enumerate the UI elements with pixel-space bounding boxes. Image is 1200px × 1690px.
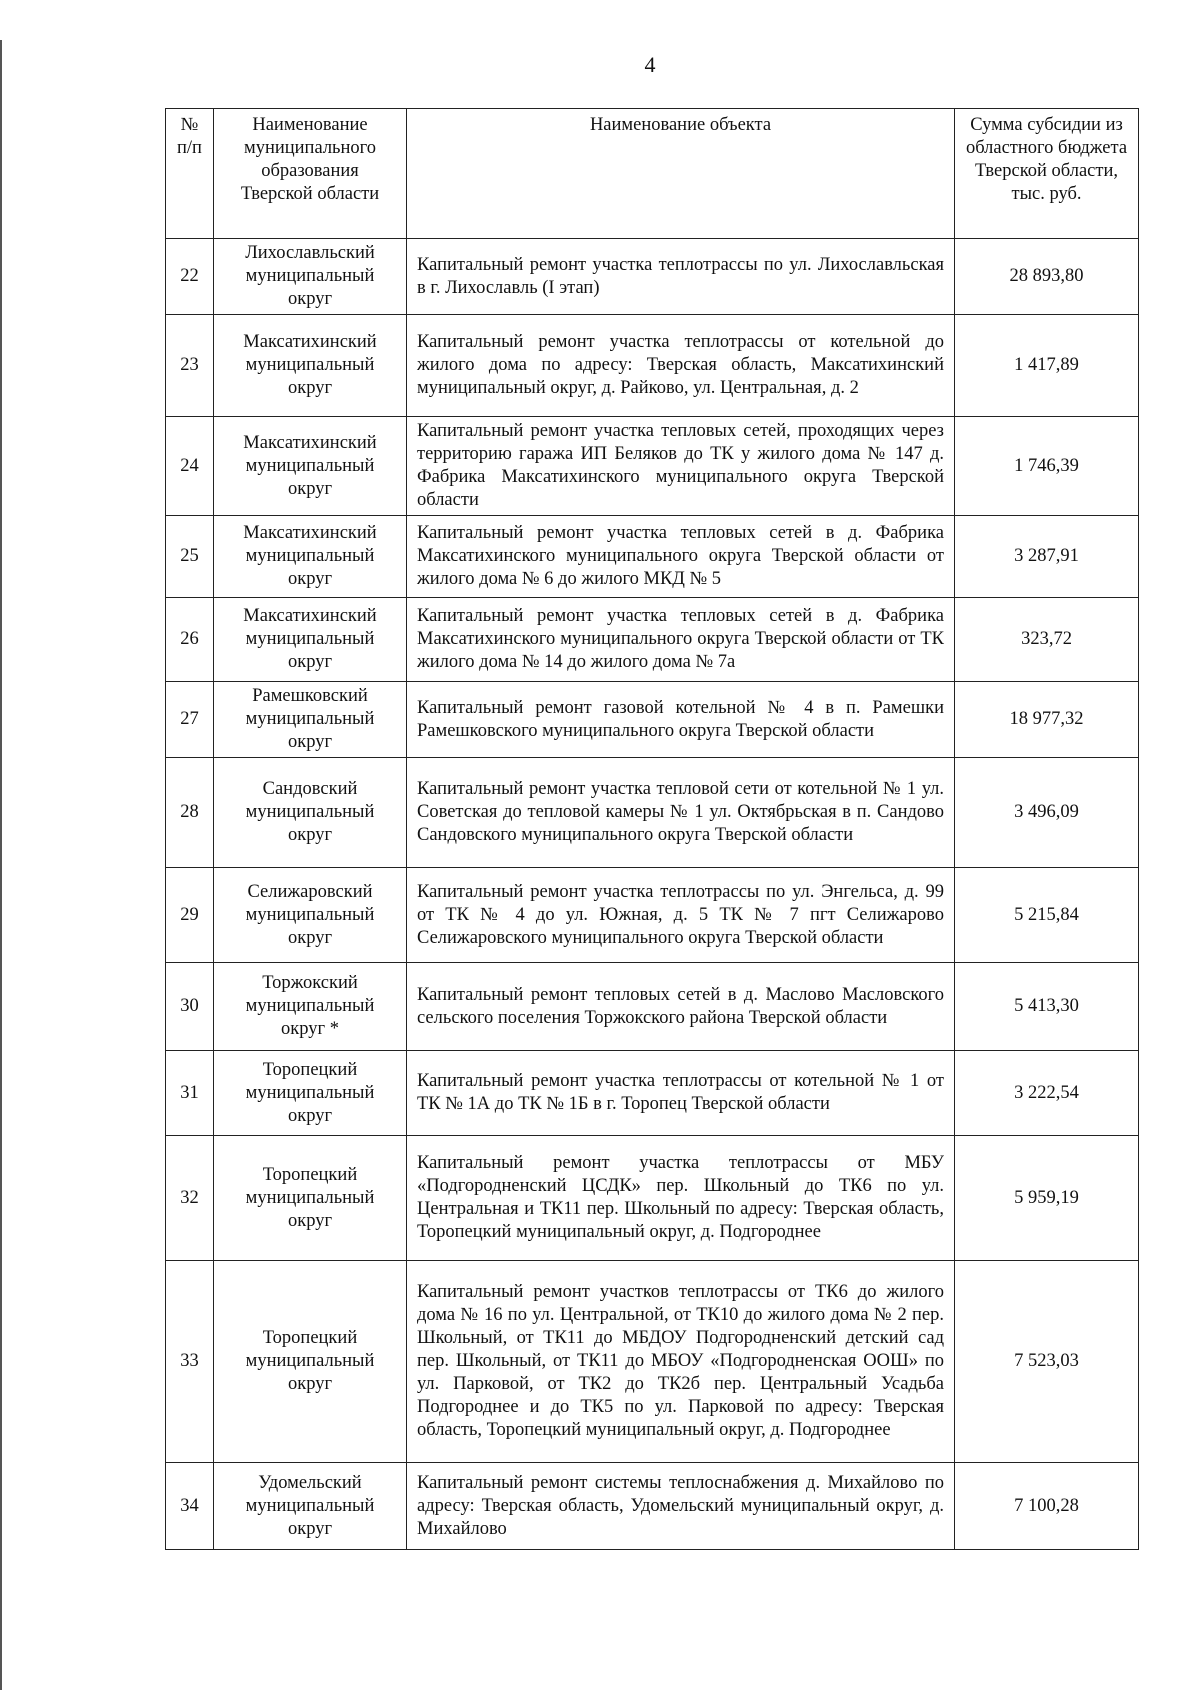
row-municipality: Селижаровский муниципальный округ: [214, 868, 407, 963]
row-num: 31: [166, 1051, 214, 1136]
row-object: Капитальный ремонт участка теплотрассы от МБУ «Подгородненский ЦСДК» пер. Школьный до ТК6 по ул. Центральная и ТК11 пер. Школьный по адресу: Тверская область, Торопецкий муниципальный округ, д. Подгороднее: [407, 1136, 955, 1261]
table-row: [166, 682, 1139, 758]
row-sum: 5 413,30: [955, 963, 1139, 1051]
row-municipality: Сандовский муниципальный округ: [214, 758, 407, 868]
row-object: Капитальный ремонт участка тепловых сетей, проходящих через территорию гаража ИП Беляков до ТК у жилого дома № 147 д. Фабрика Максатихинского муниципального округа Тверской области: [407, 417, 955, 516]
table-row: [166, 758, 1139, 868]
row-object: Капитальный ремонт участка тепловых сетей в д. Фабрика Максатихинского муниципального округа Тверской области от жилого дома № 6 до жилого МКД № 5: [407, 516, 955, 598]
scan-edge-line: [0, 40, 2, 1690]
row-sum: 28 893,80: [955, 239, 1139, 315]
row-sum: 7 523,03: [955, 1261, 1139, 1463]
table-row: [166, 1136, 1139, 1261]
row-object: Капитальный ремонт участка теплотрассы от котельной № 1 от ТК № 1А до ТК № 1Б в г. Торопец Тверской области: [407, 1051, 955, 1136]
row-sum: 1 417,89: [955, 315, 1139, 417]
row-municipality: Торопецкий муниципальный округ: [214, 1261, 407, 1463]
row-num: 32: [166, 1136, 214, 1261]
row-sum: 3 222,54: [955, 1051, 1139, 1136]
row-object: Капитальный ремонт системы теплоснабжения д. Михайлово по адресу: Тверская область, Удомельский муниципальный округ, д. Михайлово: [407, 1463, 955, 1550]
row-municipality: Максатихинский муниципальный округ: [214, 516, 407, 598]
table-row: [166, 963, 1139, 1051]
page-number: 4: [644, 52, 656, 77]
table-row: [166, 1261, 1139, 1463]
row-num: 27: [166, 682, 214, 758]
row-object: Капитальный ремонт участка тепловой сети от котельной № 1 ул. Советская до тепловой камеры № 1 ул. Октябрьская в п. Сандово Сандовского муниципального округа Тверской области: [407, 758, 955, 868]
row-object: Капитальный ремонт участка теплотрассы по ул. Энгельса, д. 99 от ТК № 4 до ул. Южная, д. 5 ТК № 7 пгт Селижарово Селижаровского муниципального округа Тверской области: [407, 868, 955, 963]
row-num: 22: [166, 239, 214, 315]
table-row: [166, 1463, 1139, 1550]
row-municipality: Торопецкий муниципальный округ: [214, 1136, 407, 1261]
header-municipality: Наименование муниципального образования Тверской области: [214, 109, 407, 239]
row-municipality: Торопецкий муниципальный округ: [214, 1051, 407, 1136]
row-object: Капитальный ремонт участка теплотрассы от котельной до жилого дома по адресу: Тверская область, Максатихинский муниципальный округ, д. Райково, ул. Центральная, д. 2: [407, 315, 955, 417]
row-object: Капитальный ремонт участков теплотрассы от ТК6 до жилого дома № 16 по ул. Центральной, от ТК10 до жилого дома № 2 пер. Школьный, от ТК11 до МБДОУ Подгородненский детский сад пер. Школьный, от ТК11 до МБОУ «Подгородненская ООШ» по ул. Парковой, от ТК2 до ТК2б пер. Центральный Усадьба Подгороднее и до ТК5 по ул. Парковой по адресу: Тверская область, Торопецкий муниципальный округ, д. Подгороднее: [407, 1261, 955, 1463]
table-row: [166, 516, 1139, 598]
row-municipality: Максатихинский муниципальный округ: [214, 417, 407, 516]
row-sum: 3 287,91: [955, 516, 1139, 598]
header-object: Наименование объекта: [407, 109, 955, 239]
header-num: № п/п: [166, 109, 214, 239]
row-num: 29: [166, 868, 214, 963]
row-num: 24: [166, 417, 214, 516]
row-object: Капитальный ремонт газовой котельной № 4 в п. Рамешки Рамешковского муниципального округа Тверской области: [407, 682, 955, 758]
row-num: 34: [166, 1463, 214, 1550]
row-municipality: Рамешковский муниципальный округ: [214, 682, 407, 758]
row-num: 25: [166, 516, 214, 598]
row-municipality: Лихославльский муниципальный округ: [214, 239, 407, 315]
row-num: 26: [166, 598, 214, 682]
row-municipality: Максатихинский муниципальный округ: [214, 315, 407, 417]
row-municipality: Удомельский муниципальный округ: [214, 1463, 407, 1550]
row-sum: 1 746,39: [955, 417, 1139, 516]
row-object: Капитальный ремонт участка теплотрассы по ул. Лихославльская в г. Лихославль (I этап): [407, 239, 955, 315]
row-num: 33: [166, 1261, 214, 1463]
row-sum: 7 100,28: [955, 1463, 1139, 1550]
subsidy-table: [165, 108, 1139, 1550]
row-num: 28: [166, 758, 214, 868]
header-sum: Сумма субсидии из областного бюджета Тверской области, тыс. руб.: [955, 109, 1139, 239]
row-sum: 5 215,84: [955, 868, 1139, 963]
row-municipality: Максатихинский муниципальный округ: [214, 598, 407, 682]
row-object: Капитальный ремонт участка тепловых сетей в д. Фабрика Максатихинского муниципального округа Тверской области от ТК жилого дома № 14 до жилого дома № 7а: [407, 598, 955, 682]
row-municipality: Торжокский муниципальный округ *: [214, 963, 407, 1051]
table-row: [166, 1051, 1139, 1136]
table-row: [166, 315, 1139, 417]
row-sum: 18 977,32: [955, 682, 1139, 758]
table-row: [166, 239, 1139, 315]
row-num: 23: [166, 315, 214, 417]
row-sum: 3 496,09: [955, 758, 1139, 868]
row-num: 30: [166, 963, 214, 1051]
row-sum: 323,72: [955, 598, 1139, 682]
table-row: [166, 598, 1139, 682]
row-sum: 5 959,19: [955, 1136, 1139, 1261]
table-row: [166, 417, 1139, 516]
table-row: [166, 868, 1139, 963]
table-header-row: [166, 109, 1139, 239]
row-object: Капитальный ремонт тепловых сетей в д. Маслово Масловского сельского поселения Торжокского района Тверской области: [407, 963, 955, 1051]
